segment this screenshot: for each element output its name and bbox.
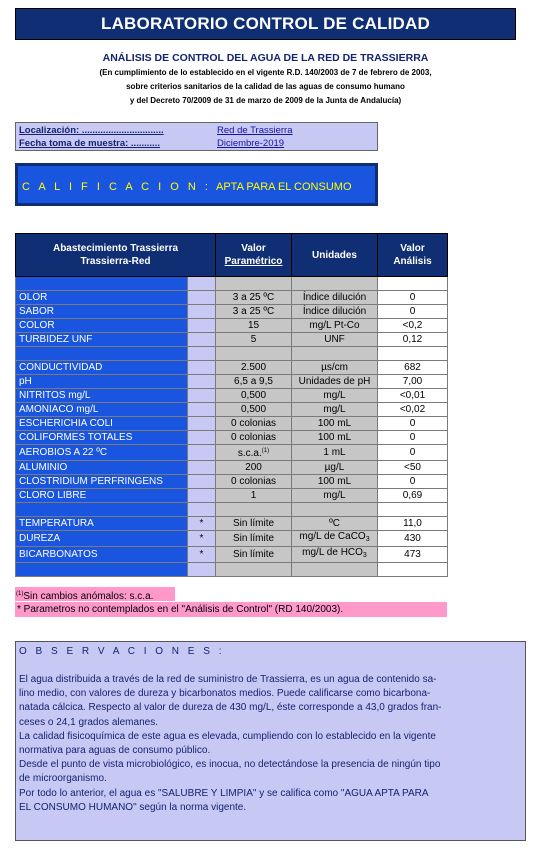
parametric-value: 0 colonias — [216, 417, 292, 431]
spacer-cell — [16, 563, 188, 577]
table-row — [16, 417, 448, 431]
parametric-value: 6,5 a 9,5 — [216, 375, 292, 389]
not-contemplated-marker — [188, 305, 216, 319]
spacer-cell — [378, 277, 448, 291]
analysis-results-table — [15, 233, 448, 577]
unit-subscript: 3 — [365, 536, 370, 543]
table-row — [16, 389, 448, 403]
parametric-value: 5 — [216, 333, 292, 347]
analysis-value: 0 — [378, 291, 448, 305]
analysis-value: 0 — [378, 305, 448, 319]
unit: mg/L Pt-Co — [292, 319, 378, 333]
table-row — [16, 375, 448, 389]
table-row — [16, 305, 448, 319]
parameter-name: COLOR — [16, 319, 188, 333]
parameter-name: BICARBONATOS — [16, 547, 188, 563]
not-contemplated-marker — [188, 389, 216, 403]
parameter-name: SABOR — [16, 305, 188, 319]
parametric-value: Sin límite — [216, 517, 292, 531]
analysis-value: 0 — [378, 475, 448, 489]
sample-date-label: Fecha toma de muestra: ........... — [19, 138, 160, 149]
observation-line: Por todo lo anterior, el agua es "SALUBRE Y LIMPIA" y se califica como "AGUA APTA PARA — [19, 787, 429, 799]
table-row — [16, 531, 448, 547]
parameter-name: NITRITOS mg/L — [16, 389, 188, 403]
results-body — [16, 277, 448, 577]
table-row — [16, 489, 448, 503]
not-contemplated-marker — [188, 403, 216, 417]
observation-line: lino medio, con valores de dureza y bicarbonatos medios. Puede calificarse como bicarbona- — [19, 688, 431, 700]
not-contemplated-marker: * — [188, 531, 216, 547]
observation-line: ceses o 24,1 grados alemanes. — [19, 716, 158, 728]
regulation-note-line-2: sobre criterios sanitarios de la calidad de las aguas de consumo humano — [126, 82, 405, 91]
analysis-value: 0 — [378, 445, 448, 461]
spacer-cell — [292, 347, 378, 361]
unit-subscript: 3 — [362, 552, 367, 559]
unit: mg/L — [292, 403, 378, 417]
table-row — [16, 517, 448, 531]
parameter-name: TURBIDEZ UNF — [16, 333, 188, 347]
observations-text — [19, 673, 519, 815]
spacer-cell — [216, 563, 292, 577]
table-row — [16, 361, 448, 375]
spacer-cell — [188, 347, 216, 361]
spacer-cell — [188, 563, 216, 577]
qualification-value: APTA PARA EL CONSUMO — [216, 181, 352, 193]
table-row — [16, 475, 448, 489]
table-header-row — [16, 234, 448, 277]
page-title: LABORATORIO CONTROL DE CALIDAD — [15, 8, 516, 40]
not-contemplated-marker — [188, 319, 216, 333]
table-row — [16, 461, 448, 475]
note-sca: $^{(1)}$Sin cambios anómalos: s.c.a. — [15, 587, 175, 601]
not-contemplated-marker — [188, 417, 216, 431]
not-contemplated-marker — [188, 375, 216, 389]
observations-title: O B S E R V A C I O N E S : — [19, 646, 225, 657]
unit: 100 mL — [292, 417, 378, 431]
table-row — [16, 431, 448, 445]
spacer-row — [16, 347, 448, 361]
table-row — [16, 445, 448, 461]
parameter-name: OLOR — [16, 291, 188, 305]
spacer-row — [16, 563, 448, 577]
parametric-value: Sin límite — [216, 531, 292, 547]
parameter-name: AEROBIOS A 22 ºC — [16, 445, 188, 461]
analysis-value: 0 — [378, 431, 448, 445]
table-row — [16, 547, 448, 563]
qualification-label: C A L I F I C A C I O N : — [22, 181, 211, 193]
spacer-cell — [16, 347, 188, 361]
parametric-value: 3 a 25 ºC — [216, 305, 292, 319]
parameter-name: CLORO LIBRE — [16, 489, 188, 503]
observation-line: normativa para aguas de consumo público. — [19, 745, 211, 757]
parameter-name: DUREZA — [16, 531, 188, 547]
parameter-name: AMONIACO mg/L — [16, 403, 188, 417]
parametric-value: 1 — [216, 489, 292, 503]
analysis-value: 7,00 — [378, 375, 448, 389]
analysis-value: <50 — [378, 461, 448, 475]
parameter-name: COLIFORMES TOTALES — [16, 431, 188, 445]
header-analysis-value: Valor Análisis — [378, 234, 448, 277]
unit: 1 mL — [292, 445, 378, 461]
observation-line: de microorganismo. — [19, 773, 107, 785]
unit: Unidades de pH — [292, 375, 378, 389]
spacer-cell — [292, 277, 378, 291]
not-contemplated-marker — [188, 461, 216, 475]
location-label: Localización: ............................... — [19, 125, 164, 136]
observation-line: EL CONSUMO HUMANO" según la norma vigente. — [19, 801, 247, 813]
header-supply: Abastecimiento Trassierra Trassierra-Red — [16, 234, 216, 277]
analysis-value: <0,01 — [378, 389, 448, 403]
unit: µg/L — [292, 461, 378, 475]
not-contemplated-marker — [188, 475, 216, 489]
parametric-value: 2.500 — [216, 361, 292, 375]
parameter-name: CONDUCTIVIDAD — [16, 361, 188, 375]
regulation-note-line-3: y del Decreto 70/2009 de 31 de marzo de 2009 de la Junta de Andalucía) — [129, 96, 402, 105]
parameter-name: ALUMINIO — [16, 461, 188, 475]
footnote-marker: (1) — [261, 448, 270, 454]
parametric-value: Sin límite — [216, 547, 292, 563]
unit: Índice dilución — [292, 305, 378, 319]
regulation-note-line-1: (En cumplimiento de lo establecido en el vigente R.D. 140/2003 de 7 de febrero de 2003, — [99, 68, 432, 77]
table-row — [16, 291, 448, 305]
analysis-value: 430 — [378, 531, 448, 547]
unit: 100 mL — [292, 431, 378, 445]
parametric-value: 0,500 — [216, 403, 292, 417]
sample-info-box — [15, 122, 378, 151]
table-row — [16, 319, 448, 333]
spacer-cell — [188, 503, 216, 517]
parametric-value: 0 colonias — [216, 431, 292, 445]
parametric-value: 200 — [216, 461, 292, 475]
parametric-value: 0,500 — [216, 389, 292, 403]
parameter-name: pH — [16, 375, 188, 389]
analysis-value: 0,12 — [378, 333, 448, 347]
analysis-value: <0,02 — [378, 403, 448, 417]
spacer-cell — [216, 347, 292, 361]
not-contemplated-marker — [188, 489, 216, 503]
analysis-value: 11,0 — [378, 517, 448, 531]
spacer-cell — [16, 503, 188, 517]
spacer-cell — [16, 277, 188, 291]
analysis-value: 0,69 — [378, 489, 448, 503]
analysis-value: <0,2 — [378, 319, 448, 333]
not-contemplated-marker — [188, 431, 216, 445]
table-row — [16, 403, 448, 417]
spacer-cell — [188, 277, 216, 291]
spacer-cell — [292, 563, 378, 577]
parametric-value: s.c.a.$^{(1)}$ — [216, 445, 292, 461]
not-contemplated-marker — [188, 361, 216, 375]
unit: mg/L de CaCO$_3$ — [292, 531, 378, 547]
observations-box — [15, 641, 526, 841]
observation-line: Desde el punto de vista microbiológico, es inocua, no detectándose la presencia de ningún tipo — [19, 759, 441, 771]
analysis-value: 0 — [378, 417, 448, 431]
parameter-name: CLOSTRIDIUM PERFRINGENS — [16, 475, 188, 489]
unit: 100 mL — [292, 475, 378, 489]
parameter-name: TEMPERATURA — [16, 517, 188, 531]
sample-date-value: Diciembre-2019 — [217, 138, 285, 149]
spacer-cell — [378, 503, 448, 517]
not-contemplated-marker: * — [188, 547, 216, 563]
unit: mg/L de $HCO_3$ — [292, 547, 378, 563]
parametric-value: 15 — [216, 319, 292, 333]
observation-line: natada cálcica. Respecto al valor de dureza de 430 mg/L, éste corresponde a 43,0 grados fran- — [19, 702, 442, 714]
unit: µs/cm — [292, 361, 378, 375]
spacer-cell — [216, 277, 292, 291]
unit: ºC — [292, 517, 378, 531]
parametric-value: 3 a 25 ºC — [216, 291, 292, 305]
table-row — [16, 333, 448, 347]
spacer-row — [16, 503, 448, 517]
location-value: Red de Trassierra — [217, 125, 293, 136]
observation-line: El agua distribuida a través de la red de suministro de Trassierra, es un agua de contenido sa- — [19, 674, 437, 685]
parametric-value: 0 colonias — [216, 475, 292, 489]
not-contemplated-marker: * — [188, 517, 216, 531]
not-contemplated-marker — [188, 291, 216, 305]
spacer-cell — [378, 563, 448, 577]
unit: mg/L — [292, 489, 378, 503]
document-subtitle: ANÁLISIS DE CONTROL DEL AGUA DE LA RED DE TRASSIERRA — [102, 52, 429, 64]
note-not-contemplated: * Parametros no contemplados en el "Análisis de Control" (RD 140/2003). — [15, 602, 447, 617]
spacer-cell — [292, 503, 378, 517]
observation-line: La calidad fisicoquímica de este agua es elevada, cumpliendo con lo establecido en la vigente — [19, 730, 436, 742]
not-contemplated-marker — [188, 445, 216, 461]
analysis-value: 682 — [378, 361, 448, 375]
unit: UNF — [292, 333, 378, 347]
header-units: Unidades — [292, 234, 378, 277]
qualification-box — [15, 163, 378, 206]
parameter-name: ESCHERICHIA COLI — [16, 417, 188, 431]
spacer-cell — [378, 347, 448, 361]
unit: mg/L — [292, 389, 378, 403]
header-parametric-value: Valor Paramétrico — [216, 234, 292, 277]
spacer-row — [16, 277, 448, 291]
spacer-cell — [216, 503, 292, 517]
not-contemplated-marker — [188, 333, 216, 347]
unit: Índice dilución — [292, 291, 378, 305]
analysis-value: 473 — [378, 547, 448, 563]
